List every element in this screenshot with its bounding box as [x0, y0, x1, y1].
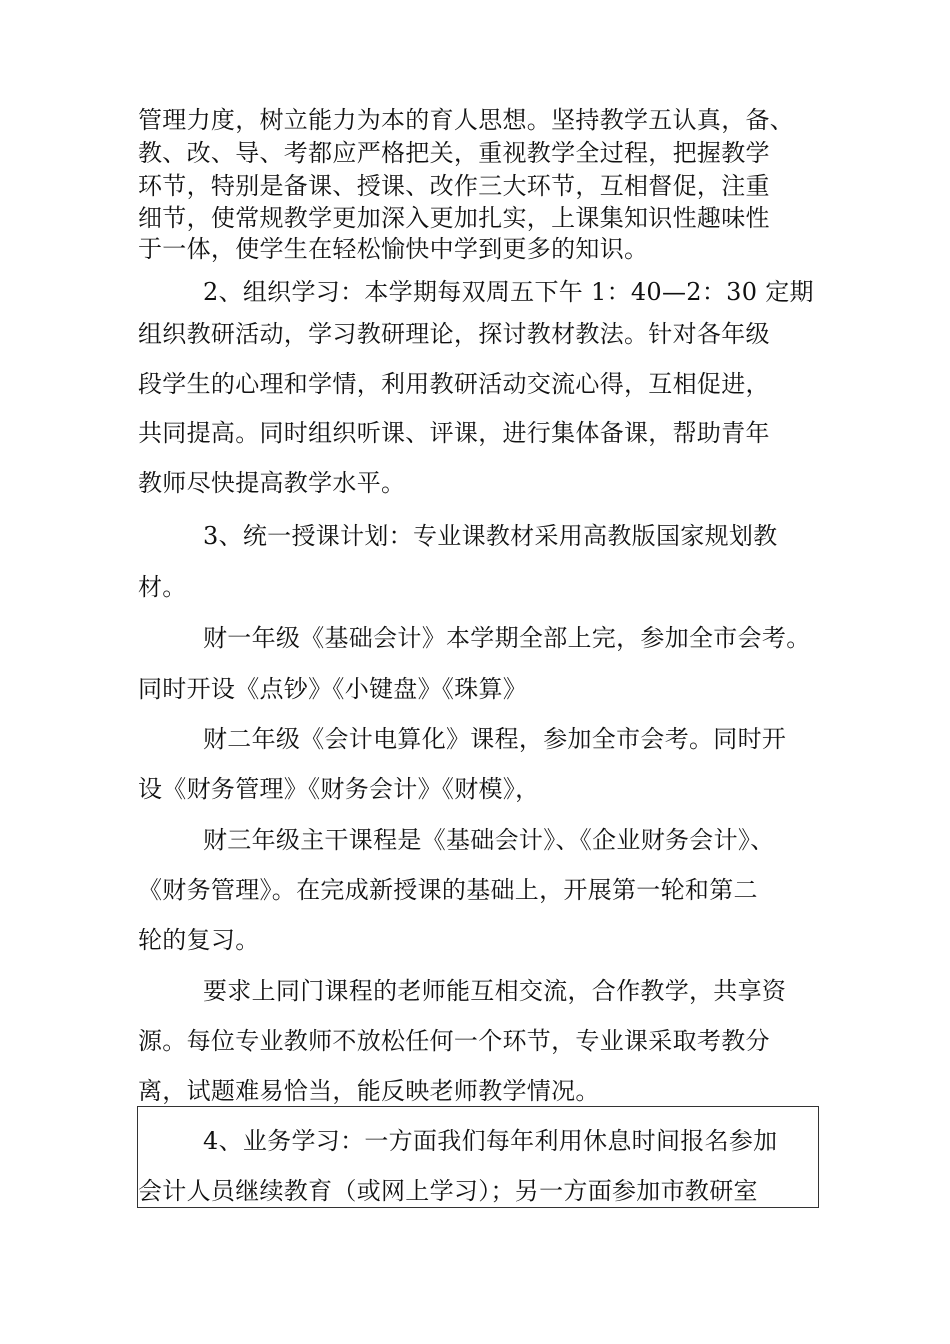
- paragraph-6-line-1: 财三年级主干课程是《基础会计》、《企业财务会计》、: [203, 826, 775, 854]
- paragraph-4-line-2: 同时开设《点钞》《小键盘》《珠算》: [138, 675, 528, 703]
- paragraph-6-line-3: 轮的复习。: [138, 926, 260, 954]
- paragraph-1-line-1: 管理力度，树立能力为本的育人思想。坚持教学五认真，备、: [138, 106, 795, 134]
- paragraph-2-line-2: 组织教研活动，学习教研理论，探讨教材教法。针对各年级: [138, 320, 770, 348]
- paragraph-7-line-3: 离，试题难易恰当，能反映老师教学情况。: [138, 1077, 600, 1105]
- paragraph-1-line-2: 教、改、导、考都应严格把关，重视教学全过程，把握教学: [138, 139, 770, 167]
- paragraph-7-line-1: 要求上同门课程的老师能互相交流，合作教学，共享资: [203, 977, 787, 1005]
- paragraph-3-line-1: 3、统一授课计划：专业课教材采用高教版国家规划教: [203, 522, 778, 550]
- paragraph-2-line-4: 共同提高。同时组织听课、评课，进行集体备课，帮助青年: [138, 419, 770, 447]
- paragraph-8-line-1: 4、业务学习：一方面我们每年利用休息时间报名参加: [203, 1127, 778, 1155]
- paragraph-1-line-3: 环节，特别是备课、授课、改作三大环节，互相督促，注重: [138, 172, 770, 200]
- paragraph-5-line-2: 设《财务管理》《财务会计》《财模》，: [138, 775, 540, 803]
- paragraph-2-line-3: 段学生的心理和学情，利用教研活动交流心得，互相促进，: [138, 370, 770, 398]
- paragraph-3-line-2: 材。: [138, 573, 187, 601]
- paragraph-2-line-1: 2、组织学习：本学期每双周五下午 1：40—2：30 定期: [203, 278, 814, 306]
- paragraph-5-line-1: 财二年级《会计电算化》课程，参加全市会考。同时开: [203, 725, 787, 753]
- paragraph-6-line-2: 《财务管理》。在完成新授课的基础上，开展第一轮和第二: [138, 876, 758, 904]
- paragraph-8-line-2: 会计人员继续教育（或网上学习）；另一方面参加市教研室: [138, 1177, 758, 1205]
- paragraph-7-line-2: 源。每位专业教师不放松任何一个环节，专业课采取考教分: [138, 1027, 770, 1055]
- paragraph-1-line-4: 细节，使常规教学更加深入更加扎实，上课集知识性趣味性: [138, 204, 770, 232]
- paragraph-4-line-1: 财一年级《基础会计》本学期全部上完，参加全市会考。: [203, 624, 811, 652]
- paragraph-1-line-5: 于一体，使学生在轻松愉快中学到更多的知识。: [138, 235, 649, 263]
- paragraph-2-line-5: 教师尽快提高教学水平。: [138, 469, 406, 497]
